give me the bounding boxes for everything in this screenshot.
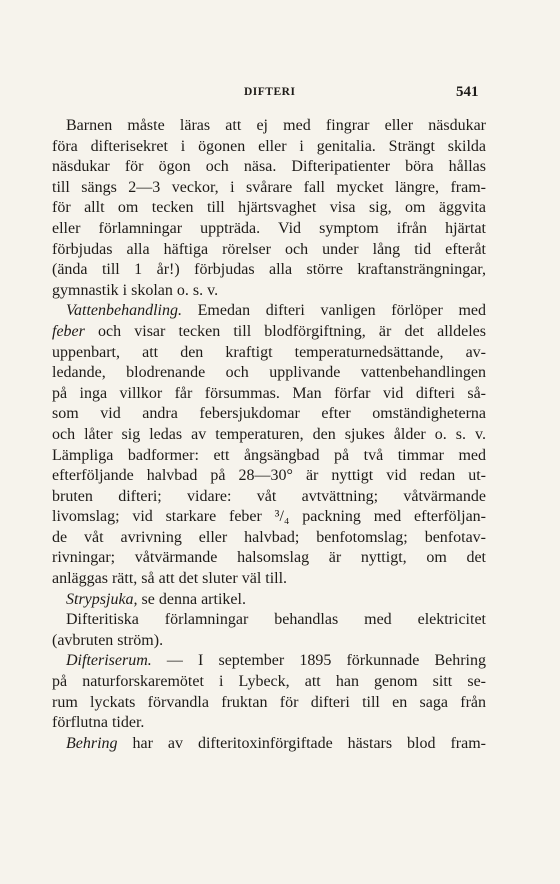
text-line (52, 157, 486, 178)
text-line (52, 590, 486, 611)
text-line (52, 672, 486, 693)
text-line (52, 487, 486, 508)
text-line (52, 651, 486, 672)
line-text: uppenbart, att den kraftigt temperaturnedsättande, av- (52, 343, 486, 361)
line-text: — I september 1895 förkunnade Behring (151, 652, 486, 670)
line-text: Lämpliga badformer: ett ångsängbad på två timmar med (52, 446, 486, 464)
line-text: på inga villkor får försummas. Man förfar vid difteri så- (52, 384, 486, 402)
line-text: bruten difteri; vidare: våt avtvättning; våtvärmande (52, 487, 486, 505)
line-text: ledande, blodrenande och upplivande vattenbehandlingen (52, 364, 486, 382)
italic-term: Strypsjuka, (66, 590, 138, 608)
text-line (52, 384, 486, 405)
line-text: för allt om tecken till hjärtsvaghet visa sig, om äggvita (52, 199, 486, 217)
text-line (52, 466, 486, 487)
line-text: förflutna tider. (52, 714, 145, 732)
line-text: Difteritiska förlamningar behandlas med elektricitet (66, 611, 486, 629)
text-line (52, 446, 486, 467)
italic-term: feber (52, 322, 85, 340)
text-line (52, 569, 486, 590)
line-text: och visar tecken till blodförgiftning, är det alldeles (84, 322, 486, 340)
italic-term: Difteriserum. (66, 652, 152, 670)
text-line (52, 322, 486, 343)
text-line (52, 507, 486, 528)
line-text: (avbruten ström). (52, 631, 164, 649)
line-text: på naturforskaremötet i Lybeck, att han genom sitt se- (52, 673, 486, 691)
text-line (52, 528, 486, 549)
line-text: de våt avrivning eller halvbad; benfotomslag; benfotav- (52, 528, 486, 546)
line-text: Emedan difteri vanligen förlöper med (181, 302, 486, 320)
line-text: livomslag; vid starkare feber ³/₄ packning med efterföljan- (52, 508, 486, 526)
text-line (52, 631, 486, 652)
line-text: (ända till 1 år!) förbjudas alla större kraftansträngningar, (52, 261, 486, 279)
text-line (52, 301, 486, 322)
line-text: se denna artikel. (137, 590, 246, 608)
line-text: föra difterisekret i ögonen eller i genitalia. Strängt skilda (52, 137, 486, 155)
line-text: näsdukar för ögon och näsa. Difteripatienter böra hållas (52, 158, 486, 176)
body-text (52, 116, 486, 754)
line-text: rum lyckats förvandla fruktan för difteri till en saga från (52, 693, 486, 711)
line-text: eller förlamningar uppträda. Vid symptom ifrån hjärtat (52, 219, 486, 237)
line-text: anläggas rätt, så att det sluter väl till. (52, 570, 288, 588)
line-text: efterföljande halvbad på 28—30° är nyttigt vid redan ut- (52, 467, 486, 485)
text-line (52, 240, 486, 261)
text-line (52, 281, 486, 302)
text-line (52, 734, 486, 755)
line-text: förbjudas alla häftiga rörelser och under lång tid efteråt (52, 240, 486, 258)
italic-term: Behring (66, 734, 118, 752)
line-text: rivningar; våtvärmande halsomslag är nyttigt, om det (52, 549, 486, 567)
text-line (52, 178, 486, 199)
line-text: har av difteritoxinförgiftade hästars blod fram- (117, 734, 486, 752)
text-line (52, 610, 486, 631)
text-line (52, 693, 486, 714)
text-line (52, 260, 486, 281)
text-line (52, 116, 486, 137)
text-line (52, 363, 486, 384)
line-text: gymnastik i skolan o. s. v. (52, 281, 219, 299)
text-line (52, 713, 486, 734)
page-number: 541 (456, 84, 479, 100)
text-line (52, 219, 486, 240)
line-text: som vid andra febersjukdomar efter omständigheterna (52, 405, 486, 423)
line-text: till sängs 2—3 veckor, i svårare fall mycket längre, fram- (52, 178, 486, 196)
text-line (52, 198, 486, 219)
line-text: och låter sig ledas av temperaturen, den sjukes ålder o. s. v. (52, 425, 486, 443)
italic-term: Vattenbehandling. (66, 302, 182, 320)
text-line (52, 425, 486, 446)
running-header-title: DIFTERI (244, 86, 296, 98)
text-line (52, 404, 486, 425)
text-line (52, 548, 486, 569)
text-line (52, 343, 486, 364)
text-line (52, 137, 486, 158)
line-text: Barnen måste läras att ej med fingrar eller näsdukar (66, 117, 486, 134)
